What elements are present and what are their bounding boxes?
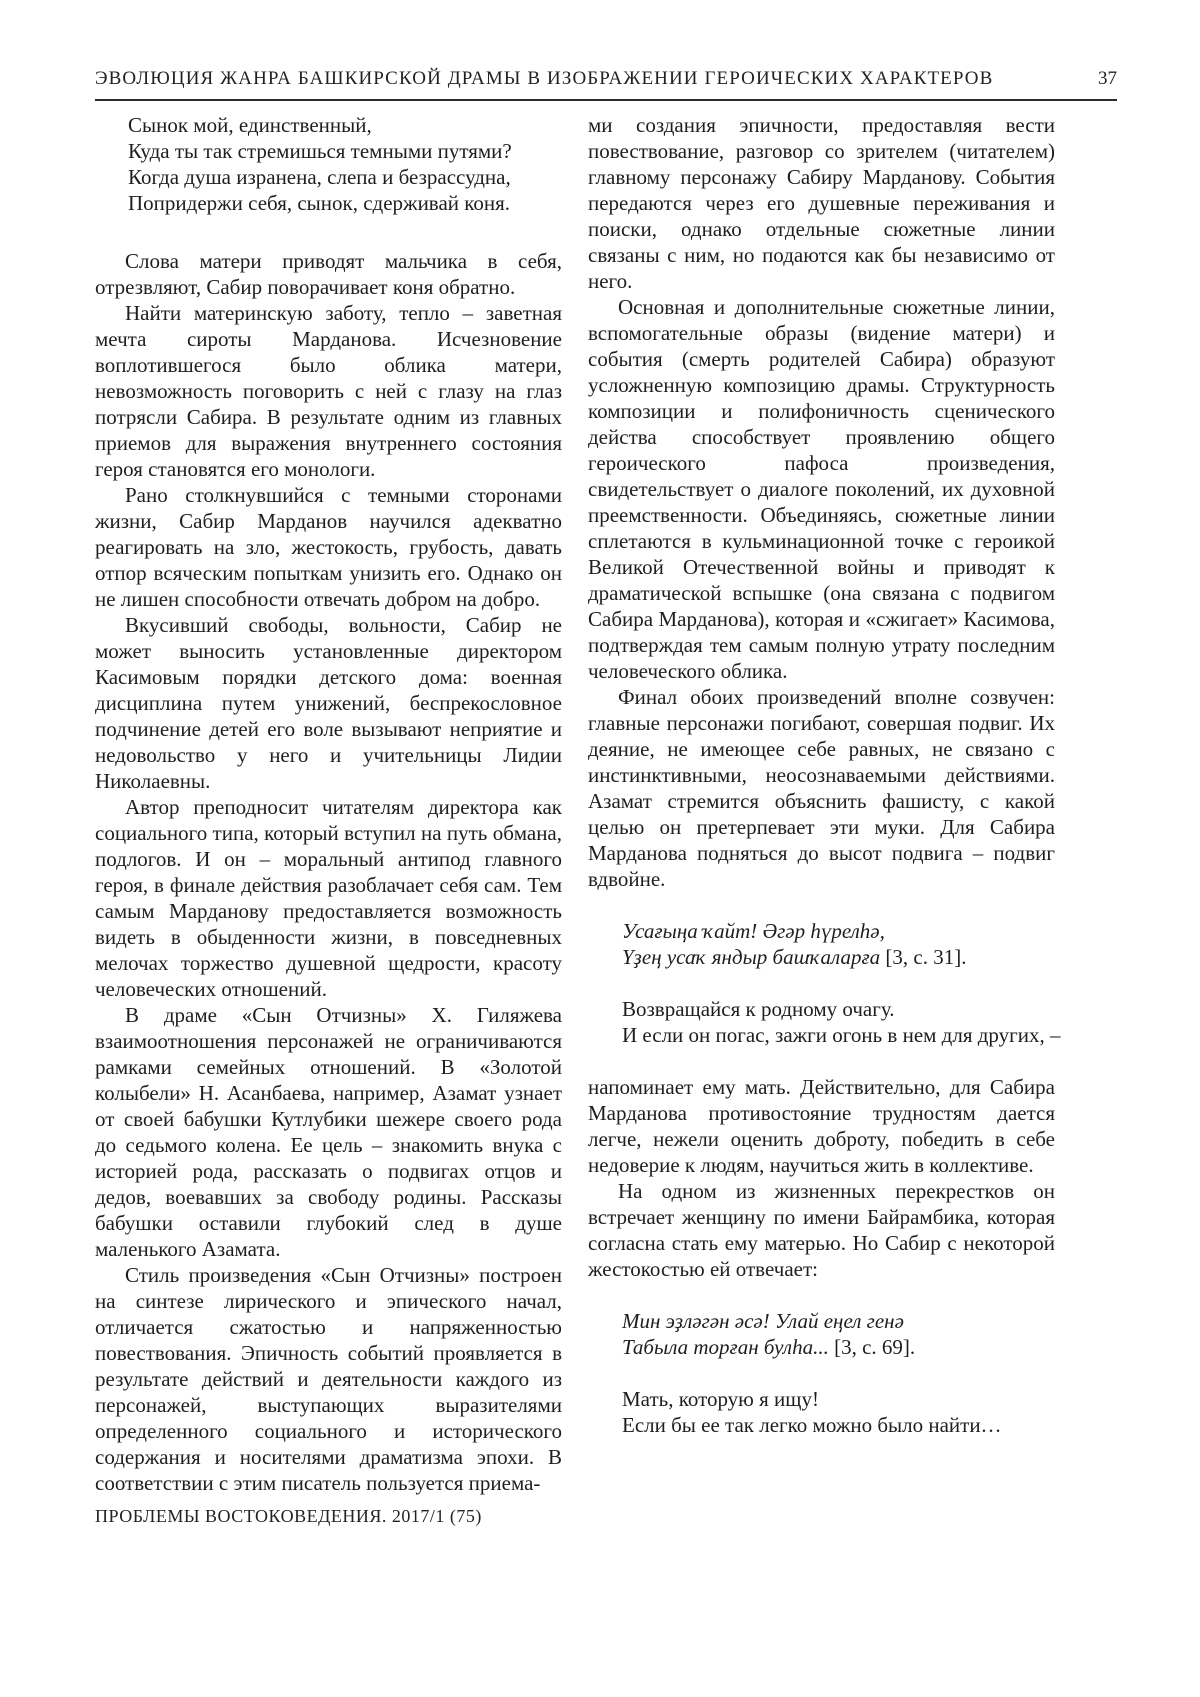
- poem-line: Сынок мой, единственный,: [128, 113, 372, 137]
- bashkir-verse-quote-2: [622, 1308, 1055, 1360]
- body-paragraph: Финал обоих произведений вполне созвучен: главные персонажи погибают, совершая подвиг. Их деяние, не имеющее себе равных, не связано с инстинктивными, неосознаваемыми действиями. Азамат стремится объяснить фашисту, с какой целью он претерпевает эти муки. Для Сабира Марданова подняться до высот подвига – подвиг вдвойне.: [588, 685, 1055, 891]
- bashkir-verse-quote-1: [622, 918, 1055, 970]
- verse-translation-1: [622, 996, 1061, 1048]
- verse-line: [622, 918, 1055, 944]
- body-paragraph-continuation: ми создания эпичности, предоставляя вести повествование, разговор со зрителем (читателем) главному персонажу Сабиру Марданову. События передаются через его душевные переживания и поиски, однако отдельные сюжетные линии связаны с ним, но подаются как бы независимо от него.: [588, 113, 1055, 293]
- citation-reference: [3, с. 31].: [880, 945, 967, 969]
- body-paragraph: Основная и дополнительные сюжетные линии, вспомогательные образы (видение матери) и события (смерть родителей Сабира) образуют усложненную композицию драмы. Структурность композиции и полифоничность сценического действа способствует проявлению общего героического пафоса произведения, свидетельствует о диалоге поколений, их духовной преемственности. Объединяясь, сюжетные линии сплетаются в кульминационной точке с героикой Великой Отечественной войны и приводят к драматической вспышке (она связана с подвигом Сабира Марданова), которая и «сжигает» Касимова, подтверждая тем самым полную утрату последним человеческого облика.: [588, 295, 1055, 683]
- body-paragraph: Стиль произведения «Сын Отчизны» построен на синтезе лирического и эпического начал, отличается сжатостью и напряженностью повествования. Эпичность событий проявляется в результате действий и деятельности каждого из персонажей, выступающих выразителями определенного социального и исторического содержания и носителями драматизма эпохи. В соответствии с этим писатель пользуется приема-: [95, 1263, 562, 1495]
- verse-line: [622, 944, 1055, 970]
- header-rule: [95, 99, 1117, 101]
- body-paragraph-continuation: напоминает ему мать. Действительно, для Сабира Марданова противостояние трудностям дается легче, нежели оценить доброту, победить в себе недоверие к людям, научиться жить в коллективе.: [588, 1075, 1055, 1177]
- translation-line: Возвращайся к родному очагу.: [622, 997, 895, 1021]
- mother-poem-quote: [128, 112, 562, 216]
- citation-reference: [3, с. 69].: [828, 1335, 916, 1359]
- verse-text: Мин эҙләгән әсә! Улай еңел генә: [622, 1309, 904, 1333]
- body-paragraph: В драме «Сын Отчизны» Х. Гиляжева взаимоотношения персонажей не ограничиваются рамками семейных отношений. В «Золотой колыбели» Н. Асанбаева, например, Азамат узнает от своей бабушки Кутлубики шежере своего рода до седьмого колена. Ее цель – знакомить внука с историей рода, рассказать о подвигах отцов и дедов, воевавших за свободу родины. Рассказы бабушки оставили глубокий след в душе маленького Азамата.: [95, 1003, 562, 1261]
- body-paragraph: Слова матери приводят мальчика в себя, отрезвляют, Сабир поворачивает коня обратно.: [95, 249, 562, 299]
- body-paragraph: Найти материнскую заботу, тепло – заветная мечта сироты Марданова. Исчезновение воплотившегося было облика матери, невозможность поговорить с ней с глазу на глаз потрясли Сабира. В результате одним из главных приемов для выражения внутреннего состояния героя становятся его монологи.: [95, 301, 562, 481]
- poem-line: Куда ты так стремишься темными путями?: [128, 139, 512, 163]
- poem-line: Когда душа изранена, слепа и безрассудна,: [128, 165, 511, 189]
- running-header: [95, 68, 1117, 90]
- verse-text: Табыла торған булһа...: [622, 1335, 829, 1359]
- verse-translation-2: [622, 1386, 1055, 1438]
- body-paragraph: На одном из жизненных перекрестков он встречает женщину по имени Байрамбика, которая согласна стать ему матерью. Но Сабир с некоторой жестокостью ей отвечает:: [588, 1179, 1055, 1281]
- body-paragraph: Рано столкнувшийся с темными сторонами жизни, Сабир Марданов научился адекватно реагировать на зло, жестокость, грубость, давать отпор всяческим попыткам унизить его. Однако он не лишен способности отвечать добром на добро.: [95, 483, 562, 611]
- verse-line: [622, 1334, 1055, 1360]
- journal-footer-title: ПРОБЛЕМЫ ВОСТОКОВЕДЕНИЯ. 2017/1 (75): [95, 1506, 482, 1526]
- translation-line: Если бы ее так легко можно было найти…: [622, 1413, 1002, 1437]
- running-header-title: ЭВОЛЮЦИЯ ЖАНРА БАШКИРСКОЙ ДРАМЫ В ИЗОБРАЖЕНИИ ГЕРОИЧЕСКИХ ХАРАКТЕРОВ: [95, 68, 994, 89]
- translation-line: И если он погас, зажги огонь в нем для других, –: [622, 1023, 1061, 1047]
- right-column: [588, 112, 1061, 1464]
- verse-text: Үҙең усаҡ яндыр башҡаларға: [622, 945, 881, 969]
- left-column: [95, 112, 562, 1496]
- translation-line: Мать, которую я ищу!: [622, 1387, 819, 1411]
- page-number: 37: [1098, 68, 1117, 89]
- page-footer: [95, 1506, 482, 1527]
- poem-line: Попридержи себя, сынок, сдерживай коня.: [128, 191, 511, 215]
- body-paragraph: Вкусивший свободы, вольности, Сабир не может выносить установленные директором Касимовым порядки детского дома: военная дисциплина путем унижений, беспрекословное подчинение детей его воле вызывают неприятие и недовольство у него и учительницы Лидии Николаевны.: [95, 613, 562, 793]
- body-paragraph: Автор преподносит читателям директора как социального типа, который вступил на путь обмана, подлогов. И он – моральный антипод главного героя, в финале действия разоблачает себя сам. Тем самым Марданову предоставляется возможность видеть в обыденности жизни, в повседневных мелочах торжество душевной щедрости, красоту человеческих отношений.: [95, 795, 562, 1001]
- verse-text: Усағыңа ҡайт! Әгәр һүрелһә,: [622, 919, 885, 943]
- verse-line: [622, 1308, 1055, 1334]
